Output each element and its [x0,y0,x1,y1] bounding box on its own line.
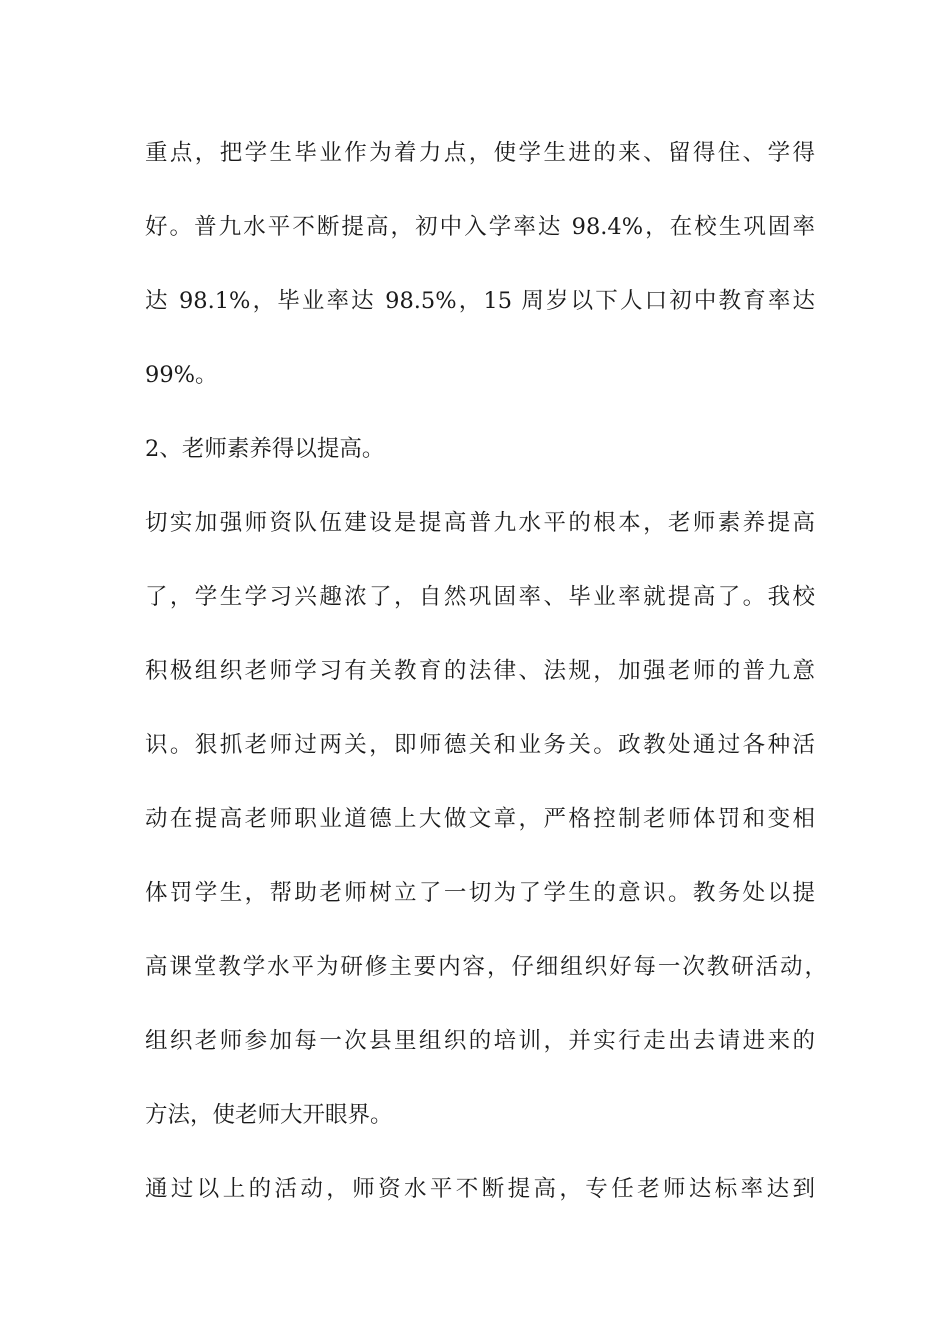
paragraph-line: 方法，使老师大开眼界。 [145,1102,393,1128]
paragraph-line: 达 98.1%，毕业率达 98.5%，15 周岁以下人口初中教育率达 [145,288,815,314]
paragraph-line: 重点，把学生毕业作为着力点，使学生进的来、留得住、学得 [145,140,815,166]
paragraph-line: 体罚学生，帮助老师树立了一切为了学生的意识。教务处以提 [145,880,815,906]
paragraph-line: 好。普九水平不断提高，初中入学率达 98.4%，在校生巩固率 [145,214,815,240]
paragraph-line: 通过以上的活动，师资水平不断提高，专任老师达标率达到 [145,1176,815,1202]
section-heading: 2、老师素养得以提高。 [145,436,385,462]
paragraph-line: 了，学生学习兴趣浓了，自然巩固率、毕业率就提高了。我校 [145,584,815,610]
paragraph-line: 动在提高老师职业道德上大做文章，严格控制老师体罚和变相 [145,806,815,832]
paragraph-line: 积极组织老师学习有关教育的法律、法规，加强老师的普九意 [145,658,815,684]
paragraph-line: 切实加强师资队伍建设是提高普九水平的根本，老师素养提高 [145,510,815,536]
paragraph-line: 高课堂教学水平为研修主要内容，仔细组织好每一次教研活动， [145,954,827,980]
paragraph-line: 组织老师参加每一次县里组织的培训，并实行走出去请进来的 [145,1028,815,1054]
paragraph-line: 识。狠抓老师过两关，即师德关和业务关。政教处通过各种活 [145,732,815,758]
paragraph-line: 99%。 [145,362,218,388]
